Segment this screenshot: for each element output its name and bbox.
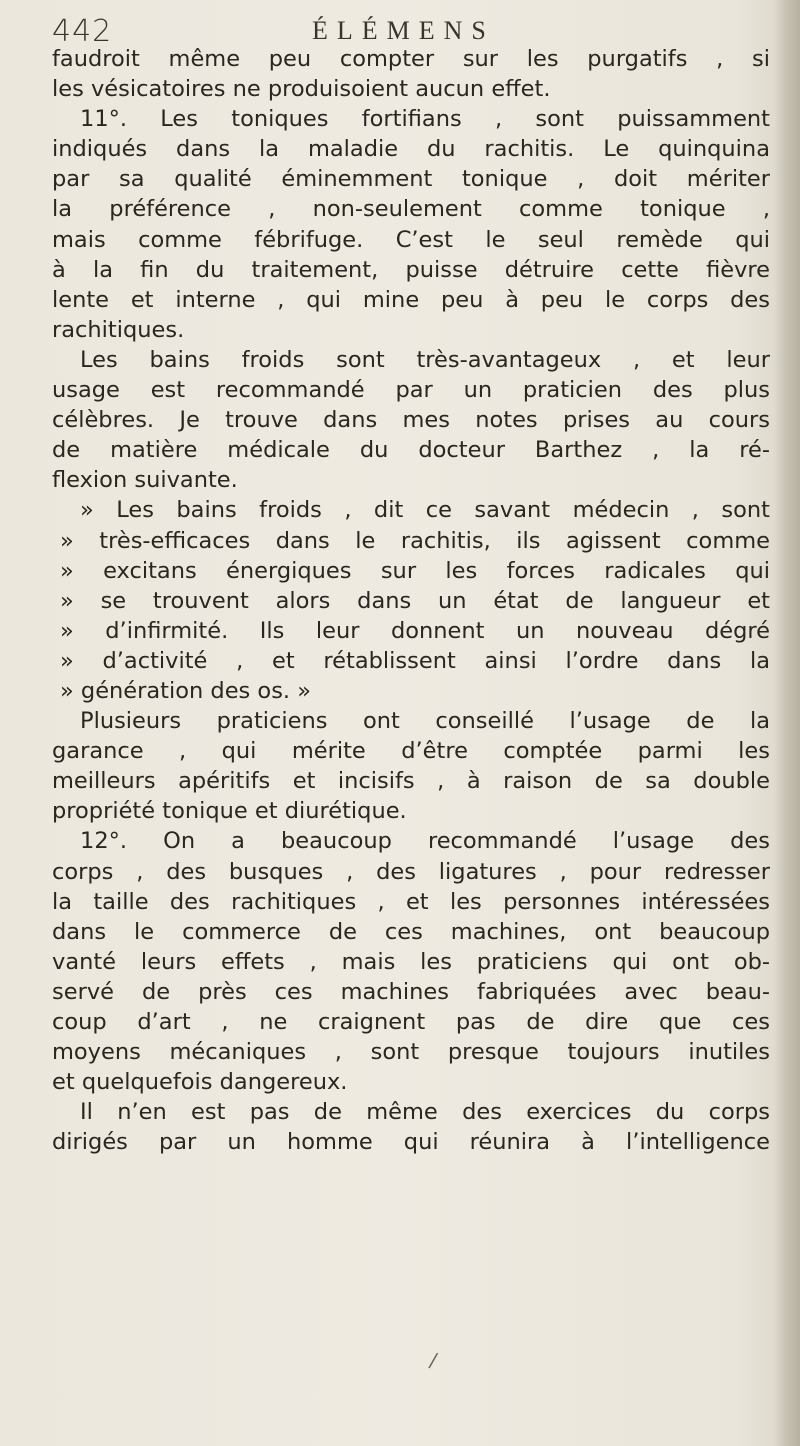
text-line: » se trouvent alors dans un état de langueur et: [60, 587, 770, 614]
text-line: faudroit même peu compter sur les purgatifs , si: [52, 46, 770, 72]
text-line: » Les bains froids , dit ce savant médecin , sont: [80, 497, 770, 524]
text-line: mais comme fébrifuge. C’est le seul remède qui: [52, 226, 770, 253]
text-line: moyens mécaniques , sont presque toujours inutiles: [52, 1039, 770, 1066]
text-line: la taille des rachitiques , et les personnes intéressées: [52, 888, 770, 915]
text-line: les vésicatoires ne produisoient aucun effet.: [52, 76, 551, 103]
text-line: garance , qui mérite d’être comptée parmi les: [52, 738, 770, 765]
text-line: 11°. Les toniques fortifians , sont puissamment: [80, 106, 770, 133]
text-line: Il n’en est pas de même des exercices du corps: [80, 1099, 770, 1126]
text-line: dirigés par un homme qui réunira à l’intelligence: [52, 1129, 770, 1156]
text-line: célèbres. Je trouve dans mes notes prises au cours: [52, 407, 770, 434]
text-line: de matière médicale du docteur Barthez , la ré-: [52, 437, 770, 464]
page-number: 442: [52, 14, 113, 49]
text-line: et quelquefois dangereux.: [52, 1069, 348, 1096]
text-line: Les bains froids sont très-avantageux , et leur: [80, 346, 770, 373]
stray-mark: /: [427, 1347, 440, 1373]
text-line: vanté leurs effets , mais les praticiens qui ont ob-: [52, 948, 770, 975]
text-line: à la fin du traitement, puisse détruire cette fièvre: [52, 256, 770, 283]
text-line: servé de près ces machines fabriquées avec beau-: [52, 978, 770, 1005]
text-line: propriété tonique et diurétique.: [52, 798, 407, 825]
text-line: » d’infirmité. Ils leur donnent un nouveau dégré: [60, 617, 770, 644]
running-title: ÉLÉMENS: [312, 16, 495, 45]
text-line: 12°. On a beaucoup recommandé l’usage des: [80, 828, 770, 855]
text-line: » d’activité , et rétablissent ainsi l’ordre dans la: [60, 647, 770, 674]
text-line: meilleurs apéritifs et incisifs , à raison de sa double: [52, 768, 770, 795]
text-line: flexion suivante.: [52, 467, 238, 494]
text-line: » excitans énergiques sur les forces radicales qui: [60, 557, 770, 584]
body-text: [52, 44, 770, 1157]
text-line: lente et interne , qui mine peu à peu le corps des: [52, 286, 770, 313]
text-line: coup d’art , ne craignent pas de dire que ces: [52, 1009, 770, 1035]
text-line: » très-efficaces dans le rachitis, ils agissent comme: [60, 527, 770, 554]
page-header: [52, 10, 752, 49]
text-line: la préférence , non-seulement comme tonique ,: [52, 196, 770, 223]
text-line: » génération des os. »: [60, 677, 311, 704]
text-line: rachitiques.: [52, 316, 185, 343]
text-line: dans le commerce de ces machines, ont beaucoup: [52, 918, 770, 945]
text-line: par sa qualité éminemment tonique , doit mériter: [52, 166, 770, 193]
text-line: usage est recommandé par un praticien des plus: [52, 377, 770, 404]
text-line: Plusieurs praticiens ont conseillé l’usage de la: [80, 708, 770, 735]
text-line: corps , des busques , des ligatures , pour redresser: [52, 858, 770, 885]
text-line: indiqués dans la maladie du rachitis. Le quinquina: [52, 136, 770, 163]
page-edge-shadow: [774, 0, 800, 1446]
